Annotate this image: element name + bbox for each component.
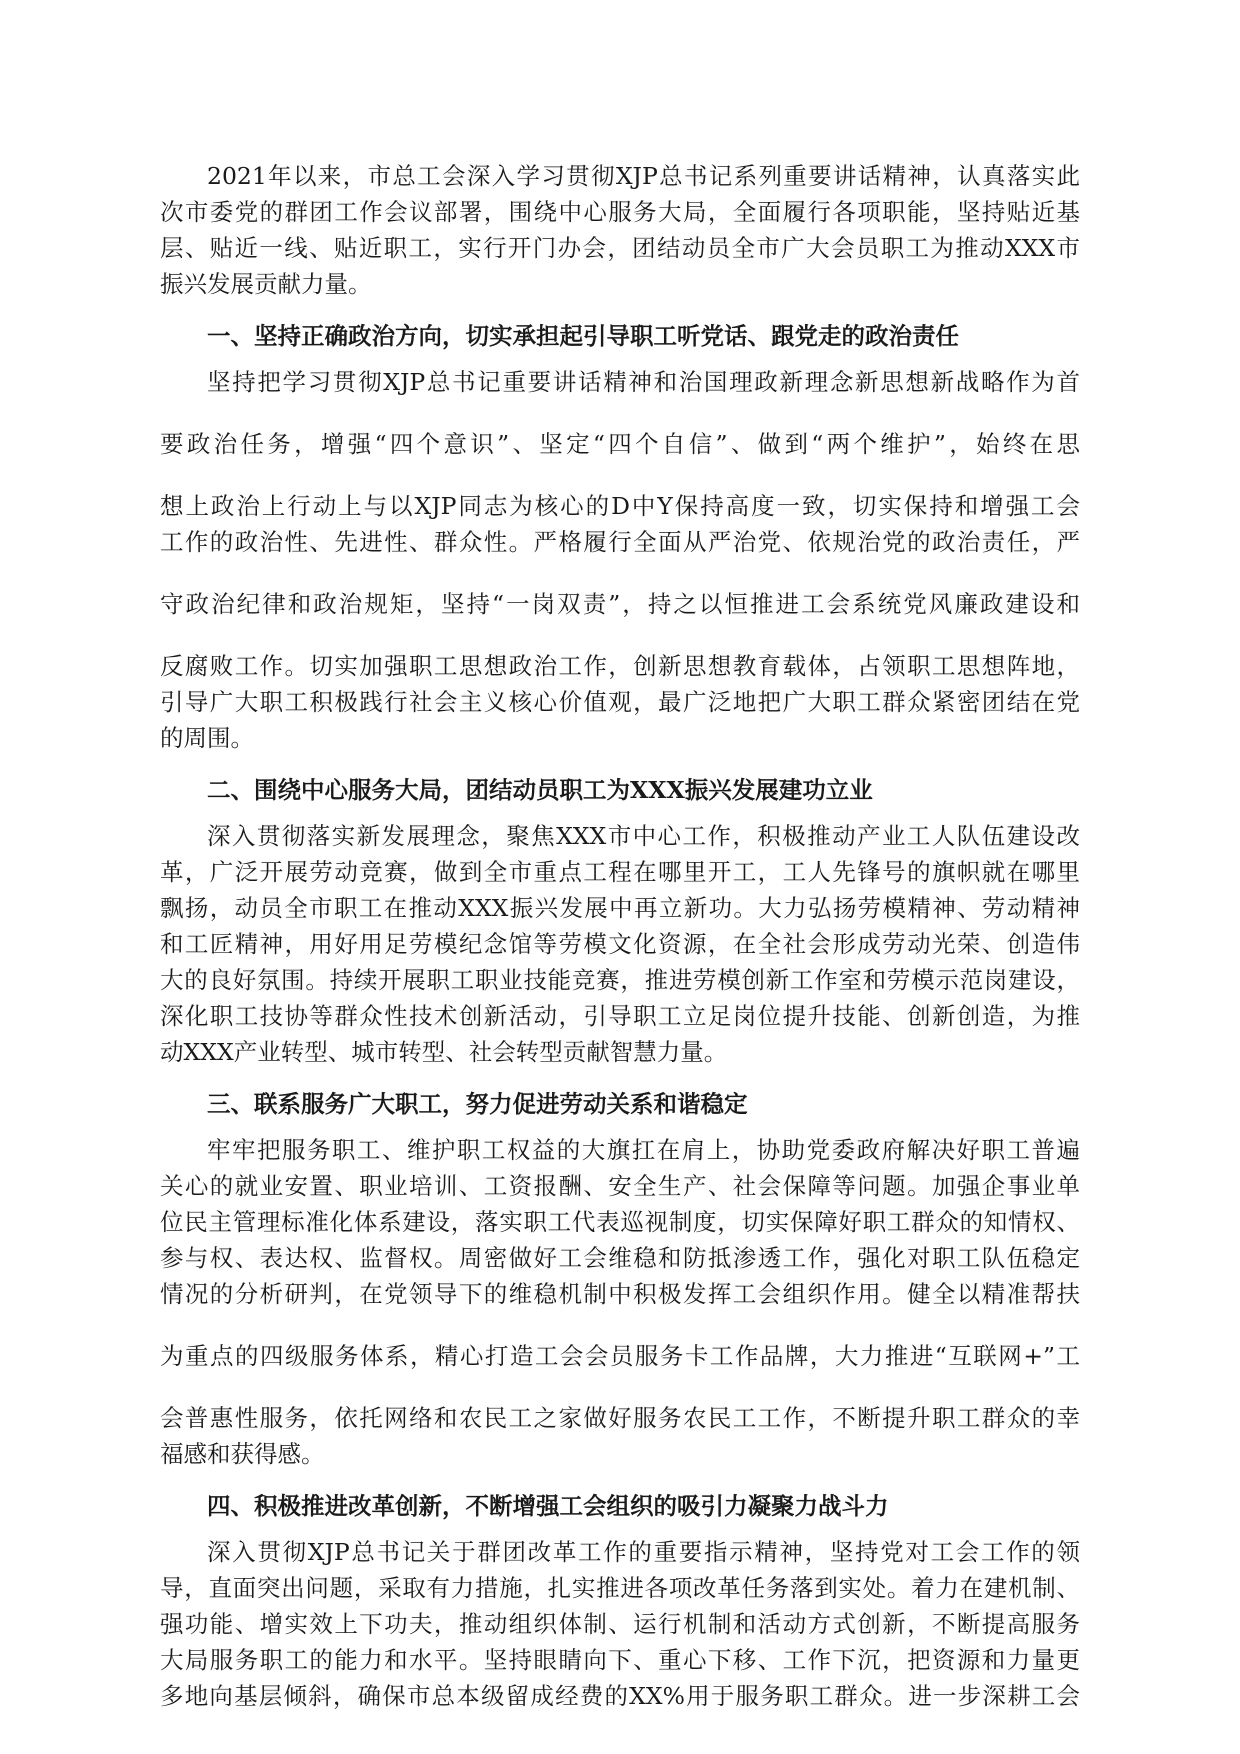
section-1-paragraph: [160, 364, 1080, 756]
text-line: 大的良好氛围。持续开展职工职业技能竞赛，推进劳模创新工作室和劳模示范岗建设，: [160, 966, 1080, 994]
text-line: 深入贯彻XJP总书记关于群团改革工作的重要指示精神，坚持党对工会工作的领: [207, 1538, 1080, 1566]
text-line: 牢牢把服务职工、维护职工权益的大旗扛在肩上，协助党委政府解决好职工普遍: [207, 1136, 1080, 1164]
text-line: 坚持把学习贯彻XJP总书记重要讲话精神和治国理政新理念新思想新战略作为首: [207, 368, 1080, 396]
text-line: 深入贯彻落实新发展理念，聚焦XXX市中心工作，积极推动产业工人队伍建设改: [207, 822, 1080, 850]
section-heading-1: 一、坚持正确政治方向，切实承担起引导职工听党话、跟党走的政治责任: [207, 322, 959, 350]
text-line: 层、贴近一线、贴近职工，实行开门办会，团结动员全市广大会员职工为推动XXX市: [160, 234, 1080, 262]
text-line: 为重点的四级服务体系，精心打造工会会员服务卡工作品牌，大力推进“互联网+”工: [160, 1342, 1080, 1370]
text-line: 导，直面突出问题，采取有力措施，扎实推进各项改革任务落到实处。着力在建机制、: [160, 1574, 1080, 1602]
text-line: 2021年以来，市总工会深入学习贯彻XJP总书记系列重要讲话精神，认真落实此: [207, 162, 1080, 190]
text-line: 大局服务职工的能力和水平。坚持眼睛向下、重心下移、工作下沉，把资源和力量更: [160, 1646, 1080, 1674]
text-line: 位民主管理标准化体系建设，落实职工代表巡视制度，切实保障好职工群众的知情权、: [160, 1208, 1080, 1236]
text-line: 想上政治上行动上与以XJP同志为核心的D中Y保持高度一致，切实保持和增强工会: [160, 492, 1080, 520]
text-line: 情况的分析研判，在党领导下的维稳机制中积极发挥工会组织作用。健全以精准帮扶: [160, 1280, 1080, 1308]
section-2-paragraph: [160, 818, 1080, 1070]
document-page: [160, 158, 1080, 1714]
text-line: 引导广大职工积极践行社会主义核心价值观，最广泛地把广大职工群众紧密团结在党: [160, 688, 1080, 716]
section-heading-3: 三、联系服务广大职工，努力促进劳动关系和谐稳定: [207, 1090, 748, 1118]
text-line: 的周围。: [160, 724, 254, 752]
section-3-paragraph: [160, 1132, 1080, 1472]
text-line: 守政治纪律和政治规矩，坚持“一岗双责”，持之以恒推进工会系统党风廉政建设和: [160, 590, 1080, 618]
text-line: 动XXX产业转型、城市转型、社会转型贡献智慧力量。: [160, 1038, 728, 1066]
text-line: 参与权、表达权、监督权。周密做好工会维稳和防抵渗透工作，强化对职工队伍稳定: [160, 1244, 1080, 1272]
text-line: 要政治任务，增强“四个意识”、坚定“四个自信”、做到“两个维护”，始终在思: [160, 430, 1080, 458]
text-line: 振兴发展贡献力量。: [160, 270, 372, 298]
text-line: 福感和获得感。: [160, 1440, 325, 1468]
text-line: 革，广泛开展劳动竞赛，做到全市重点工程在哪里开工，工人先锋号的旗帜就在哪里: [160, 858, 1080, 886]
text-line: 多地向基层倾斜，确保市总本级留成经费的XX%用于服务职工群众。进一步深耕工会: [160, 1682, 1080, 1710]
text-line: 强功能、增实效上下功夫，推动组织体制、运行机制和活动方式创新，不断提高服务: [160, 1610, 1080, 1638]
text-line: 工作的政治性、先进性、群众性。严格履行全面从严治党、依规治党的政治责任，严: [160, 528, 1080, 556]
intro-paragraph: [160, 158, 1080, 302]
text-line: 会普惠性服务，依托网络和农民工之家做好服务农民工工作，不断提升职工群众的幸: [160, 1404, 1080, 1432]
section-heading-4: 四、积极推进改革创新，不断增强工会组织的吸引力凝聚力战斗力: [207, 1492, 889, 1520]
text-line: 次市委党的群团工作会议部署，围绕中心服务大局，全面履行各项职能，坚持贴近基: [160, 198, 1080, 226]
text-line: 关心的就业安置、职业培训、工资报酬、安全生产、社会保障等问题。加强企事业单: [160, 1172, 1080, 1200]
text-line: 和工匠精神，用好用足劳模纪念馆等劳模文化资源，在全社会形成劳动光荣、创造伟: [160, 930, 1080, 958]
section-4-paragraph: [160, 1534, 1080, 1714]
text-line: 飘扬，动员全市职工在推动XXX振兴发展中再立新功。大力弘扬劳模精神、劳动精神: [160, 894, 1080, 922]
section-heading-2: 二、围绕中心服务大局，团结动员职工为XXX振兴发展建功立业: [207, 776, 873, 804]
text-line: 反腐败工作。切实加强职工思想政治工作，创新思想教育载体，占领职工思想阵地，: [160, 652, 1080, 680]
text-line: 深化职工技协等群众性技术创新活动，引导职工立足岗位提升技能、创新创造，为推: [160, 1002, 1080, 1030]
